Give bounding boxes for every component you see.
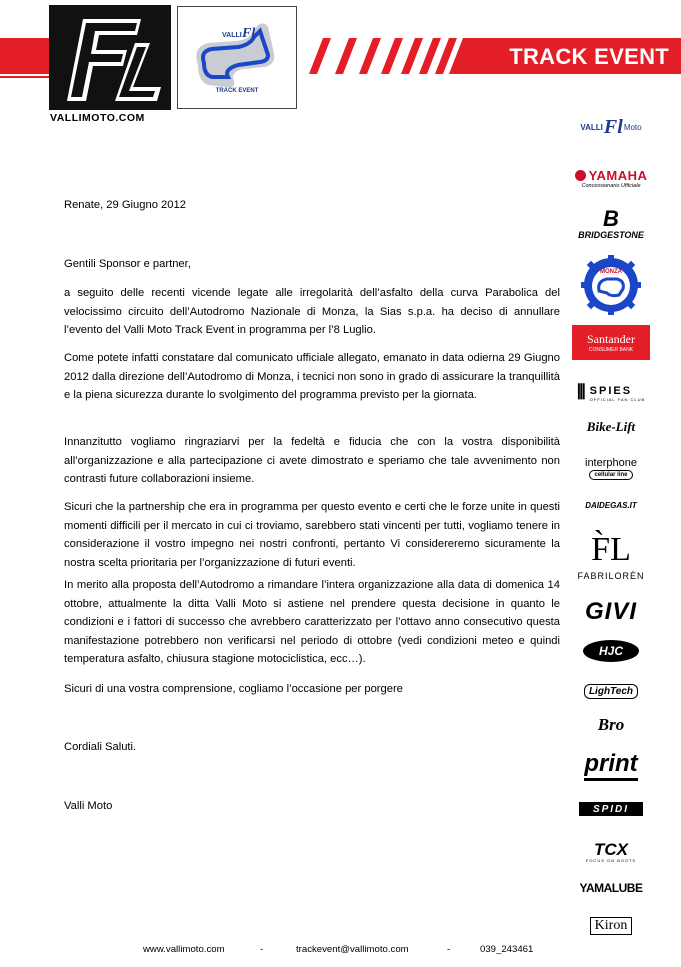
yamaha-emblem-icon	[575, 170, 586, 181]
sponsor-fabriloren-logo	[572, 522, 650, 588]
left-red-band	[0, 38, 49, 74]
letter-paragraph: Come potete infatti constatare dal comunicato ufficiale allegato, emanato in data odierna 29 Giugno 2012 dalla direzione dell’Autodromo di Monza, i tecnici non sono in grado di assicurare la tranquillità e la piena sicurezza durante lo svolgimento del programma previsto per la giornata.	[64, 352, 560, 402]
sponsor-santander-logo	[572, 325, 650, 360]
print-label: print	[584, 750, 637, 781]
monza-label: MONZA	[600, 269, 622, 275]
tcx-label: TCX	[594, 840, 628, 859]
sponsor-monza-logo	[572, 255, 650, 315]
yamalube-label: YAMALUBE	[579, 881, 643, 895]
lightech-label: LighTech	[584, 684, 638, 699]
footer-phone: 039_243461	[480, 944, 534, 955]
sponsor-yamaha-logo	[572, 162, 650, 194]
sponsor-spidi-logo	[572, 800, 650, 818]
sponsor-hjc-logo	[572, 638, 650, 664]
brand-url: VALLIMOTO.COM	[50, 112, 145, 124]
sponsor-tcx-logo	[572, 840, 650, 864]
letter-signature: Valli Moto	[64, 800, 113, 812]
footer-separator: -	[447, 944, 451, 955]
sponsor-print-logo	[572, 744, 650, 786]
letter-paragraph: Sicuri che la partnership che era in programma per questo evento e certi che le forze unite in questi momenti difficili per il mercato in cui ci troviamo, sarebbero stati vincenti per tutti, vogliamo tenere in considerazione il vostro impegno nei nostri confronti, pertanto Vi considereremo sicuramente la nostra scelta prioritaria per l’organizzazione di futuri eventi.	[64, 501, 560, 569]
valli-fl-mark: Fl	[603, 115, 623, 138]
letter-paragraph: Sicuri di una vostra comprensione, cogliamo l’occasione per porgere	[64, 683, 403, 695]
bro-label: Bro	[597, 715, 625, 734]
track-event-title: TRACK EVENT	[509, 44, 669, 69]
sponsor-givi-logo	[572, 598, 650, 626]
footer-email: trackevent@vallimoto.com	[296, 944, 409, 955]
tcx-subtitle: FOCUS ON BOOTS	[585, 858, 637, 863]
header-stripes	[301, 38, 471, 74]
letter-closing: Cordiali Saluti.	[64, 741, 137, 753]
spidi-label: SPIDI	[592, 803, 630, 815]
track-event-logo	[177, 6, 297, 109]
sponsor-valli-label: VALLI	[580, 122, 603, 132]
sponsor-daidegas-logo	[572, 498, 650, 512]
bridgestone-b-icon: B	[603, 206, 619, 231]
sponsor-yamalube-logo	[572, 878, 650, 898]
letter-footer	[0, 944, 681, 960]
track-event-caption: TRACK EVENT	[215, 88, 259, 94]
sponsor-bikelift-logo	[572, 418, 650, 436]
santander-subtitle: CONSUMER BANK	[588, 347, 634, 353]
monza-gear-icon	[581, 255, 641, 315]
sponsor-bro-logo	[572, 714, 650, 736]
bridgestone-label: BRIDGESTONE	[578, 230, 644, 240]
sponsor-spies-logo	[572, 380, 650, 406]
spies-label: SPIES	[589, 384, 633, 397]
letter-paragraph: In merito alla proposta dell’Autodromo a rimandare l’intera organizzazione alla data di domenica 14 ottobre, attualmente la ditta Valli Moto si astiene nel prendere questa decisione in quanto le condizioni e i fattori di successo che avrebbero caratterizzato per l’ottavo anno consecutivo questa manifestazione potrebbero non verificarsi nel periodo di ottobre (vedi condizioni meteo e quindi temperatura asfalto, chiusura stagione motociclistica, ecc…).	[64, 579, 560, 666]
left-red-line	[0, 76, 49, 78]
yamaha-label: YAMAHA	[588, 167, 648, 183]
fabriloren-monogram-icon: F̀L	[591, 531, 631, 568]
sponsor-kiron-logo	[572, 914, 650, 938]
footer-website: www.vallimoto.com	[143, 944, 225, 955]
footer-separator: -	[260, 944, 264, 955]
interphone-label: interphone	[585, 456, 637, 469]
letter-date: Renate, 29 Giugno 2012	[64, 199, 186, 211]
spies-mark-icon: ⦀	[576, 381, 586, 404]
hjc-label: HJC	[598, 644, 623, 658]
sponsor-interphone-logo	[572, 450, 650, 486]
sponsor-vallimoto-logo	[572, 112, 650, 142]
sponsor-moto-label: Moto	[623, 122, 642, 132]
letter-paragraph: Innanzitutto vogliamo ringraziarvi per la fedeltà e fiducia che con la vostra disponibilità all’organizzazione e alla partecipazione ci avete dimostrato e speriamo che tale avvenimento non contrasti future collaborazioni insieme.	[64, 436, 560, 486]
daidegas-label: DAIDEGAS.IT	[585, 500, 637, 510]
svg-text:VALLI: VALLI	[222, 32, 242, 39]
fabriloren-label: FABRILORÈN	[577, 571, 645, 581]
spies-subtitle: OFFICIAL FAN CLUB	[589, 396, 646, 402]
yamaha-subtitle: Concessionario Ufficiale	[581, 182, 641, 189]
kiron-label: Kiron	[590, 917, 633, 935]
santander-label: Santander	[587, 332, 635, 346]
svg-text:Fl: Fl	[242, 26, 256, 41]
interphone-subtitle: cellular line	[589, 470, 632, 480]
sponsor-bridgestone-logo	[572, 203, 650, 245]
letter-paragraph: a seguito delle recenti vicende legate alle irregolarità dell’asfalto della curva Parabolica del velocissimo circuito dell’Autodromo Nazionale di Monza, la Sias s.p.a. ha deciso di annullare l’evento del Valli Moto Track Event in programma per l’8 Luglio.	[64, 287, 560, 337]
givi-label: GIVI	[584, 598, 637, 625]
sponsor-lightech-logo	[572, 680, 650, 702]
vallimoto-logo	[49, 5, 171, 110]
letterhead	[0, 0, 681, 130]
letter-salutation: Gentili Sponsor e partner,	[64, 258, 191, 270]
bikelift-label: Bike-Lift	[586, 419, 636, 434]
